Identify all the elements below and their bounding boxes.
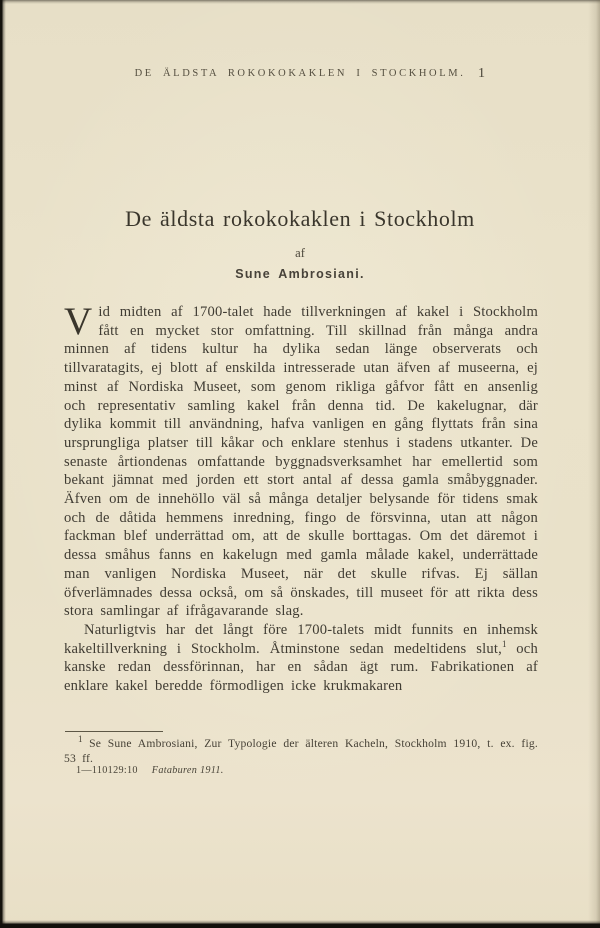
drop-cap: V xyxy=(64,303,93,343)
running-header: DE ÄLDSTA ROKOKOKAKLEN I STOCKHOLM. xyxy=(134,68,466,79)
footnote-reference-marker: 1 xyxy=(501,638,507,649)
scan-edge-right xyxy=(588,0,600,928)
footnote-text: Se Sune Ambrosiani, Zur Typologie der älteren Kacheln, Stockholm 1910, t. ex. fig. 53 ff. xyxy=(64,737,538,765)
printers-signature: 1—110129:10 xyxy=(76,765,138,776)
author-name: Sune Ambrosiani. xyxy=(235,267,365,281)
paragraph-1-text: id midten af 1700-talet hade tillverkningen af kakel i Stockholm fått en mycket stor omfattning. Till skillnad från många andra minnen af tidens kultur ha dylika sedan länge observerats och tillvaratagits, ej blott af enskilda intresserade utan äfven af museerna, ej minst af Nordiska Museet, som genom rikliga gåfvor fått en ansenlig och representativ samling kakel från denna tid. De kakelugnar, där dylika kommit till användning, hafva vanligen en gång flyttats från sina ursprungliga platser till kåkar och enklare stenhus i stadens utkanter. De senaste årtiondenas omfattande byggnadsverksamhet har emellertid som bekant jämnat med jorden ett stort antal af dessa gamla småbyggnader. Äfven om de innehöllo väl så många detaljer belysande för tidens smak och de dåtida hemmens inredning, fingo de försvinna, utan att någon fackman blef underrättad om, att de skulle borttagas. Om det däremot i dessa småhus fanns en kakelugn med gamla målade kakel, underrättade man vanligen Nordiska Museet, när det skulle rifvas. Ej sällan öfverlämnades dessa också, om så önskades, till museet för att rikta dess stora samlingar af ifrågavarande slag. xyxy=(64,304,538,620)
printers-imprint xyxy=(76,765,224,776)
paragraph-1 xyxy=(64,303,538,621)
scan-edge-left xyxy=(0,0,6,928)
footnote-separator-rule xyxy=(65,731,163,732)
journal-name: Fataburen 1911. xyxy=(151,765,224,776)
paragraph-2 xyxy=(64,621,538,696)
byline-prefix: af xyxy=(295,246,305,260)
scan-edge-bottom xyxy=(0,920,600,928)
page-number: 1 xyxy=(478,66,485,81)
paragraph-2-text-before-footnote: Naturligtvis har det långt före 1700-talets midt funnits en inhemsk kakeltillverkning i Stockholm. Åtminstone sedan medeltidens slut, xyxy=(64,621,538,657)
body-text-block xyxy=(64,303,538,721)
scan-edge-top xyxy=(0,0,600,4)
paragraph-2-text-after-footnote: och kanske redan dessförinnan, har en sådan ägt rum. Fabrikationen af enklare kakel beredde förmodligen icke krukmakaren xyxy=(64,640,538,695)
footnote-marker: 1 xyxy=(78,734,83,745)
footnote xyxy=(64,734,538,766)
article-title: De äldsta rokokokaklen i Stockholm xyxy=(125,206,475,231)
